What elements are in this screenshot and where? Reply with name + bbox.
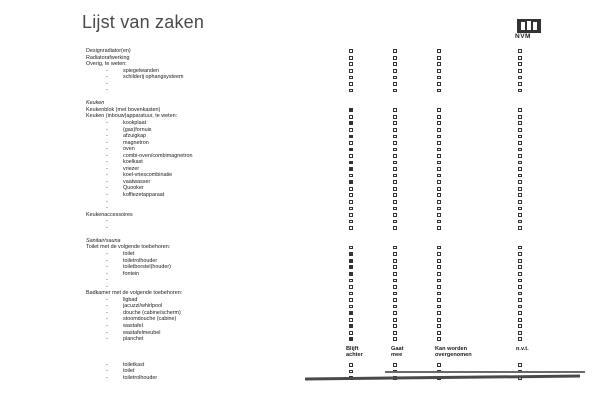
checkbox[interactable] [518, 272, 522, 276]
column-header-line1: Gaat [391, 345, 404, 352]
checkbox[interactable] [437, 213, 441, 217]
checkbox[interactable] [349, 220, 353, 224]
item-label: douche (cabine/scherm) [123, 309, 181, 316]
checkbox[interactable] [518, 311, 522, 315]
section-title: Keuken [86, 100, 105, 107]
checkbox[interactable] [393, 193, 397, 197]
checkbox[interactable] [437, 148, 441, 152]
item-label: toiletrolhouder [123, 257, 158, 264]
checkbox[interactable] [437, 49, 441, 53]
checkbox[interactable] [437, 246, 441, 250]
checkbox[interactable] [437, 305, 441, 309]
checkbox[interactable] [518, 161, 522, 165]
column-header-line2: mee [391, 352, 403, 359]
checkbox[interactable] [518, 180, 522, 184]
checkbox[interactable] [349, 49, 353, 53]
checkbox[interactable] [349, 89, 353, 93]
checkbox[interactable] [437, 167, 441, 171]
checkbox[interactable] [349, 193, 353, 197]
checkbox[interactable] [349, 292, 353, 296]
item-label: spiegelwanden [123, 67, 159, 74]
column-header-line1: Kan worden [435, 345, 468, 352]
checkbox[interactable] [518, 298, 522, 302]
checkbox[interactable] [393, 207, 397, 211]
bullet-dash: - [106, 296, 108, 303]
checkbox[interactable] [518, 246, 522, 250]
bullet-dash: - [106, 159, 108, 166]
checkbox[interactable] [437, 220, 441, 224]
checkbox[interactable] [437, 174, 441, 178]
checkbox[interactable] [437, 108, 441, 112]
bullet-dash: - [106, 303, 108, 310]
checkbox[interactable] [437, 363, 441, 367]
bullet-dash: - [106, 250, 108, 257]
checkbox-checked[interactable] [349, 180, 353, 184]
checkbox[interactable] [393, 135, 397, 139]
item-label: toiletkast [123, 361, 145, 368]
section-title: Sanitair/sauna [86, 237, 121, 244]
checkbox[interactable] [437, 62, 441, 66]
column-header [391, 346, 403, 359]
checkbox[interactable] [393, 265, 397, 269]
checkbox[interactable] [393, 311, 397, 315]
checkbox[interactable] [393, 121, 397, 125]
item-label: Overig, te weten: [86, 61, 127, 68]
checkbox[interactable] [518, 265, 522, 269]
checkbox-checked[interactable] [349, 337, 353, 341]
checkbox[interactable] [518, 331, 522, 335]
checkbox[interactable] [437, 252, 441, 256]
checkbox[interactable] [518, 213, 522, 217]
checkbox[interactable] [518, 220, 522, 224]
column-header-line2: overgenomen [435, 352, 472, 359]
page-title: Lijst van zaken [82, 12, 205, 32]
checkbox[interactable] [437, 141, 441, 145]
checkbox[interactable] [518, 135, 522, 139]
item-label: Keuken (inbouw)apparatuur, te weten: [86, 113, 178, 120]
checkbox[interactable] [518, 318, 522, 322]
checkbox[interactable] [349, 128, 353, 132]
item-label: vaatwasser [123, 178, 151, 185]
checkbox[interactable] [437, 76, 441, 80]
checkbox[interactable] [349, 298, 353, 302]
checkbox[interactable] [349, 279, 353, 283]
checkbox-checked[interactable] [349, 121, 353, 125]
checkbox[interactable] [393, 161, 397, 165]
checkbox[interactable] [437, 193, 441, 197]
bullet-dash: - [106, 192, 108, 199]
item-label: magnetron [123, 139, 149, 146]
checkbox[interactable] [518, 89, 522, 93]
column-header [435, 346, 472, 359]
checkbox[interactable] [518, 69, 522, 73]
logo-text: NVM [515, 33, 531, 40]
checkbox-checked[interactable] [349, 265, 353, 269]
item-label: fontein [123, 270, 140, 277]
checkbox[interactable] [437, 331, 441, 335]
checkbox[interactable] [437, 285, 441, 289]
checkbox[interactable] [393, 174, 397, 178]
checkbox[interactable] [518, 200, 522, 204]
checkbox[interactable] [393, 200, 397, 204]
checkbox[interactable] [518, 259, 522, 263]
item-label: koel-vriescombinatie [123, 172, 173, 179]
checkbox[interactable] [349, 174, 353, 178]
bullet-dash: - [106, 146, 108, 153]
checkbox[interactable] [393, 318, 397, 322]
item-label: schilderij ophangsysteem [123, 74, 184, 81]
checkbox[interactable] [518, 252, 522, 256]
checkbox[interactable] [518, 285, 522, 289]
checkbox[interactable] [393, 226, 397, 230]
item-label: ligbad [123, 296, 138, 303]
checkbox[interactable] [349, 115, 353, 119]
checkbox[interactable] [518, 305, 522, 309]
item-label: vriezer [123, 165, 140, 172]
checkbox[interactable] [349, 213, 353, 217]
item-label: oven [123, 146, 135, 153]
checkbox-checked[interactable] [349, 324, 353, 328]
bullet-dash: - [106, 139, 108, 146]
item-label: toilet [123, 250, 135, 257]
checkbox[interactable] [518, 108, 522, 112]
checkbox[interactable] [518, 292, 522, 296]
checkbox[interactable] [393, 298, 397, 302]
checkbox[interactable] [393, 108, 397, 112]
column-header-line1: Blijft [346, 345, 359, 352]
checkbox[interactable] [349, 56, 353, 60]
checkbox[interactable] [393, 115, 397, 119]
bullet-dash: - [106, 165, 108, 172]
checkbox[interactable] [393, 272, 397, 276]
checkbox[interactable] [393, 259, 397, 263]
checkbox[interactable] [393, 154, 397, 158]
checkbox[interactable] [349, 363, 353, 367]
bullet-dash: - [106, 74, 108, 81]
checkbox[interactable] [518, 174, 522, 178]
checkbox[interactable] [437, 128, 441, 132]
item-label: afzuigkap [123, 133, 147, 140]
checkbox[interactable] [518, 193, 522, 197]
bullet-dash: - [106, 329, 108, 336]
bullet-dash: - [106, 80, 108, 87]
checkbox[interactable] [349, 207, 353, 211]
checkbox[interactable] [393, 69, 397, 73]
item-label: wastafelmeubel [123, 329, 161, 336]
item-label: Designradiator(en) [86, 48, 131, 54]
checkbox[interactable] [349, 141, 353, 145]
checkbox[interactable] [349, 285, 353, 289]
checkbox[interactable] [393, 148, 397, 152]
checkbox-checked[interactable] [349, 272, 353, 276]
checkbox[interactable] [437, 69, 441, 73]
bullet-dash: - [106, 120, 108, 127]
checkbox[interactable] [393, 62, 397, 66]
checkbox[interactable] [393, 89, 397, 93]
checkbox[interactable] [349, 200, 353, 204]
column-header-line1: n.v.t. [516, 345, 529, 352]
checkbox[interactable] [393, 337, 397, 341]
column-header [516, 346, 529, 353]
checkbox[interactable] [393, 187, 397, 191]
bullet-dash: - [106, 283, 108, 290]
bullet-dash: - [106, 264, 108, 271]
checkbox[interactable] [393, 252, 397, 256]
checkbox[interactable] [518, 76, 522, 80]
bullet-dash: - [106, 336, 108, 343]
checkbox[interactable] [437, 311, 441, 315]
bullet-dash: - [106, 224, 108, 231]
checkbox[interactable] [437, 82, 441, 86]
checkbox-checked[interactable] [349, 252, 353, 256]
checkbox[interactable] [349, 331, 353, 335]
checkbox[interactable] [349, 305, 353, 309]
checkbox[interactable] [393, 180, 397, 184]
checkbox[interactable] [437, 121, 441, 125]
checkbox[interactable] [518, 363, 522, 367]
bullet-dash: - [106, 374, 108, 381]
column-header-line2: achter [346, 352, 363, 359]
checkbox[interactable] [437, 318, 441, 322]
checkbox[interactable] [393, 128, 397, 132]
checkbox[interactable] [393, 49, 397, 53]
checkbox[interactable] [349, 187, 353, 191]
checkbox[interactable] [437, 298, 441, 302]
bullet-dash: - [106, 185, 108, 192]
checkbox-checked[interactable] [349, 135, 353, 139]
item-label: koelkast [123, 159, 143, 166]
checkbox[interactable] [518, 82, 522, 86]
checkbox[interactable] [437, 115, 441, 119]
checkbox[interactable] [437, 337, 441, 341]
bullet-dash: - [106, 67, 108, 74]
item-label: toiletrolhouder [123, 374, 158, 381]
checkbox[interactable] [349, 370, 353, 374]
checkbox[interactable] [518, 187, 522, 191]
item-label: stoomdouche (cabine) [123, 316, 177, 323]
bullet-dash: - [106, 126, 108, 133]
checkbox[interactable] [349, 246, 353, 250]
bullet-dash: - [106, 270, 108, 277]
item-label: Keukenaccessoires [86, 211, 133, 218]
checkbox[interactable] [393, 363, 397, 367]
nvm-logo [516, 18, 542, 44]
item-label: jacuzzi/whirlpool [123, 303, 163, 310]
checkbox-checked[interactable] [349, 148, 353, 152]
bullet-dash: - [106, 257, 108, 264]
bullet-dash: - [106, 152, 108, 159]
checkbox[interactable] [437, 154, 441, 158]
bullet-dash: - [106, 133, 108, 140]
checkbox[interactable] [349, 226, 353, 230]
bullet-dash: - [106, 368, 108, 375]
item-label: (gas)fornuis [123, 126, 152, 133]
item-label: wastafel [123, 322, 143, 329]
checkbox[interactable] [437, 207, 441, 211]
checkbox[interactable] [437, 89, 441, 93]
checkbox[interactable] [437, 161, 441, 165]
checkbox[interactable] [437, 324, 441, 328]
checkbox[interactable] [437, 292, 441, 296]
checkbox[interactable] [437, 180, 441, 184]
checkbox[interactable] [437, 265, 441, 269]
item-label: toilet [123, 368, 135, 375]
checkbox[interactable] [437, 279, 441, 283]
bullet-dash: - [106, 205, 108, 212]
checkbox-checked[interactable] [349, 167, 353, 171]
checkbox[interactable] [518, 337, 522, 341]
bullet-dash: - [106, 277, 108, 284]
checkbox-checked[interactable] [349, 311, 353, 315]
checkbox[interactable] [437, 135, 441, 139]
checklist [0, 48, 600, 381]
checkbox[interactable] [518, 226, 522, 230]
checkbox[interactable] [393, 285, 397, 289]
checkbox[interactable] [393, 56, 397, 60]
bullet-dash: - [106, 172, 108, 179]
bullet-dash: - [106, 322, 108, 329]
item-label: Badkamer met de volgende toebehoren: [86, 290, 183, 297]
checkbox[interactable] [518, 115, 522, 119]
checkbox[interactable] [393, 141, 397, 145]
checkbox[interactable] [393, 331, 397, 335]
bullet-dash: - [106, 87, 108, 94]
item-label: Keukenblok (met bovenkasten) [86, 106, 161, 113]
checkbox[interactable] [518, 56, 522, 60]
item-label: Toilet met de volgende toebehoren: [86, 244, 171, 251]
column-header-row [0, 343, 600, 362]
bullet-dash: - [106, 361, 108, 368]
checkbox[interactable] [393, 246, 397, 250]
checkbox[interactable] [437, 200, 441, 204]
item-label: koffiezetapparaat [123, 192, 165, 199]
checkbox[interactable] [518, 324, 522, 328]
checkbox[interactable] [518, 154, 522, 158]
checkbox[interactable] [349, 154, 353, 158]
checkbox[interactable] [393, 292, 397, 296]
checkbox[interactable] [393, 76, 397, 80]
checkbox-checked[interactable] [349, 108, 353, 112]
item-label: toiletborstel(houder) [123, 264, 171, 271]
column-header [346, 346, 363, 359]
checkbox[interactable] [518, 279, 522, 283]
checkbox[interactable] [518, 62, 522, 66]
bullet-dash: - [106, 309, 108, 316]
checkbox-checked[interactable] [349, 161, 353, 165]
signature-line-short [385, 371, 585, 373]
checkbox[interactable] [518, 141, 522, 145]
checkbox[interactable] [393, 82, 397, 86]
checkbox[interactable] [393, 279, 397, 283]
checkbox[interactable] [393, 213, 397, 217]
checkbox[interactable] [437, 187, 441, 191]
bullet-dash: - [106, 198, 108, 205]
checkbox[interactable] [349, 62, 353, 66]
checkbox[interactable] [393, 167, 397, 171]
checkbox[interactable] [349, 82, 353, 86]
bullet-dash: - [106, 316, 108, 323]
item-label: combi-oven/combimagnetron [123, 152, 193, 159]
checkbox[interactable] [437, 226, 441, 230]
checkbox-checked[interactable] [349, 259, 353, 263]
bullet-dash: - [106, 218, 108, 225]
checkbox[interactable] [393, 324, 397, 328]
checkbox[interactable] [518, 128, 522, 132]
checkbox[interactable] [349, 318, 353, 322]
checkbox[interactable] [518, 148, 522, 152]
checkbox[interactable] [437, 56, 441, 60]
item-label: kookplaat [123, 120, 147, 127]
item-label: Radiatorafwerking [86, 54, 130, 61]
checkbox[interactable] [393, 305, 397, 309]
checkbox[interactable] [518, 121, 522, 125]
checkbox[interactable] [393, 220, 397, 224]
house-icon [516, 18, 542, 34]
bullet-dash: - [106, 178, 108, 185]
item-label: Quooker [123, 185, 144, 192]
item-label: planchet [123, 336, 144, 343]
checkbox[interactable] [349, 69, 353, 73]
checkbox[interactable] [437, 259, 441, 263]
checkbox[interactable] [518, 207, 522, 211]
checkbox[interactable] [437, 272, 441, 276]
checkbox[interactable] [518, 167, 522, 171]
checkbox[interactable] [518, 49, 522, 53]
checkbox[interactable] [349, 76, 353, 80]
